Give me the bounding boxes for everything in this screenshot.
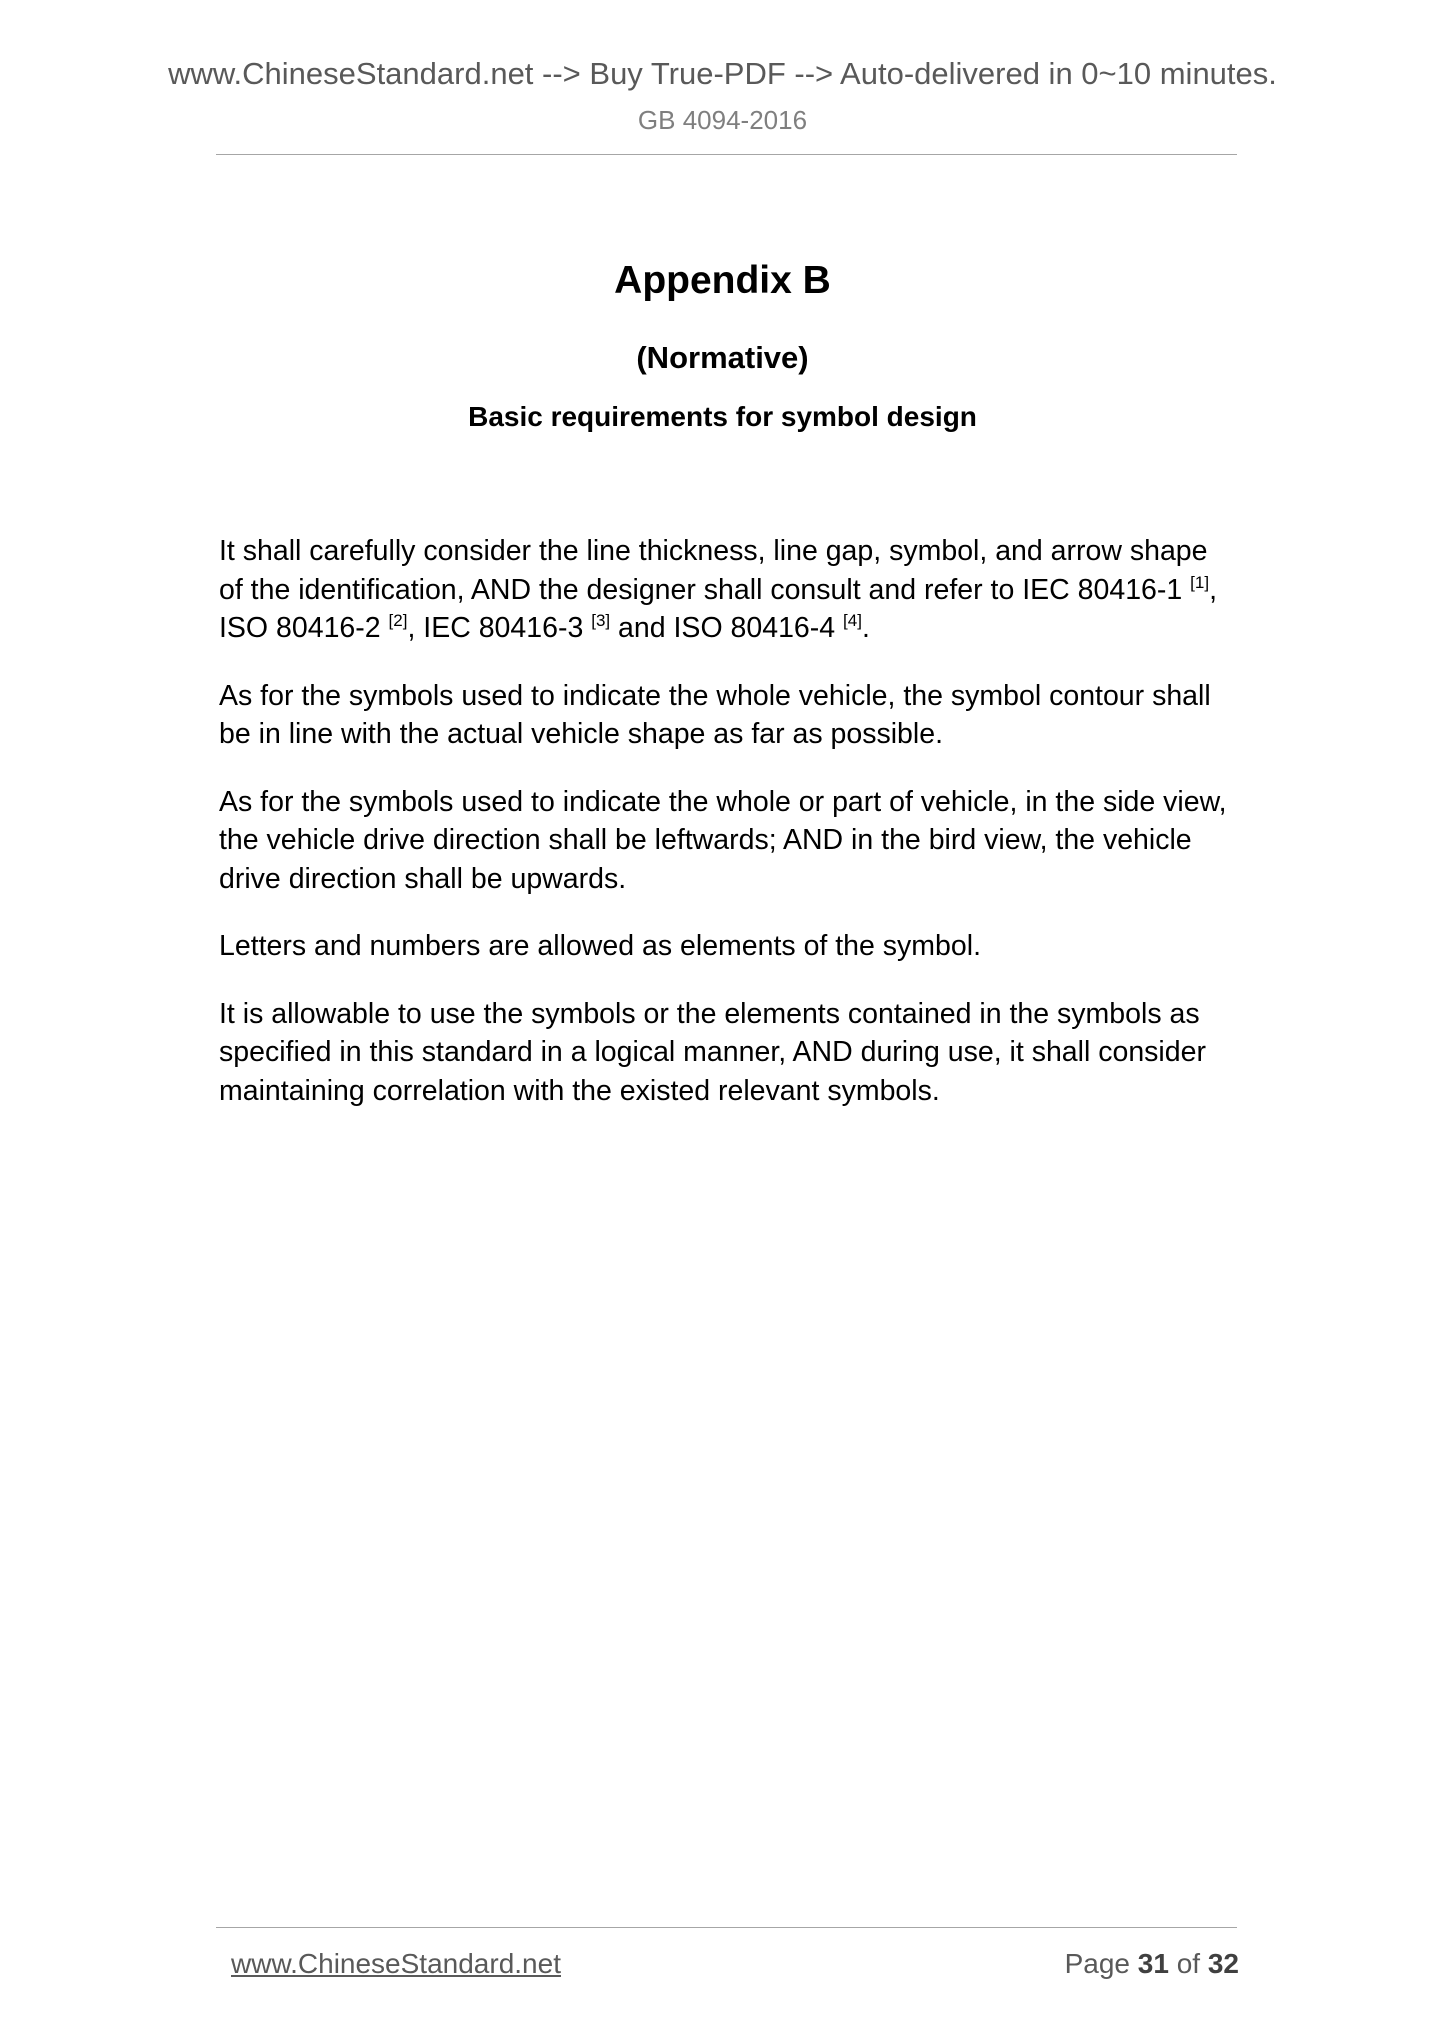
- paragraph-3: As for the symbols used to indicate the whole or part of vehicle, in the side view, the vehicle drive direction shall be leftwards; AND in the bird view, the vehicle drive direction shall be upwards.: [219, 785, 1227, 895]
- reference-3: [3]: [591, 611, 611, 630]
- top-banner[interactable]: www.ChineseStandard.net --> Buy True-PDF --> Auto-delivered in 0~10 minutes.: [168, 56, 1277, 91]
- footer-website-link[interactable]: www.ChineseStandard.net: [231, 1948, 561, 1979]
- p1-text-5: .: [861, 612, 870, 644]
- page-of-label: of: [1176, 1948, 1201, 1979]
- paragraph-4: Letters and numbers are allowed as elements of the symbol.: [219, 930, 981, 962]
- appendix-heading: Basic requirements for symbol design: [468, 401, 977, 432]
- p1-text-4: and ISO 80416-4: [610, 612, 844, 644]
- appendix-title: Appendix B: [614, 259, 831, 302]
- current-page: 31: [1137, 1948, 1169, 1979]
- page-number: [1065, 1947, 1239, 1981]
- paragraph-1: [219, 532, 1239, 648]
- reference-2: [2]: [388, 611, 408, 630]
- p1-text-1: It shall carefully consider the line thickness, line gap, symbol, and arrow shape of the identification, AND the designer shall consult and refer to IEC 80416-1: [219, 535, 1208, 606]
- footer-divider: [216, 1927, 1237, 1928]
- reference-1: [1]: [1190, 572, 1210, 592]
- paragraph-2: As for the symbols used to indicate the whole vehicle, the symbol contour shall be in line with the actual vehicle shape as far as possible.: [219, 679, 1211, 750]
- appendix-type: (Normative): [636, 340, 809, 375]
- reference-4: [4]: [843, 611, 862, 630]
- body-text: [219, 532, 1239, 1139]
- header-divider: [216, 154, 1237, 155]
- paragraph-5: It is allowable to use the symbols or the elements contained in the symbols as specified in this standard in a logical manner, AND during use, it shall consider maintaining correlation with the existed relevant symbols.: [219, 997, 1206, 1107]
- p1-text-3: , IEC 80416-3: [407, 612, 592, 644]
- total-pages: 32: [1207, 1948, 1239, 1979]
- p1-text-2: , ISO 80416-2: [219, 573, 1217, 644]
- page-label: Page: [1064, 1948, 1130, 1979]
- document-code: GB 4094-2016: [637, 105, 808, 135]
